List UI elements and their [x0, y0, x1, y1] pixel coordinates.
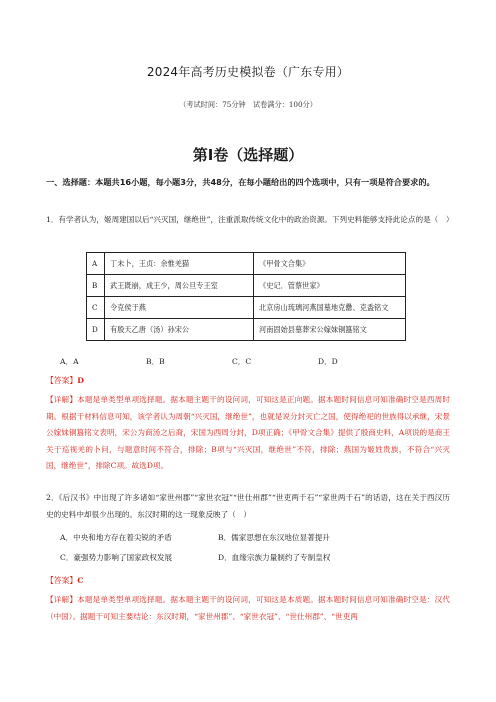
row-text: 令克侯于燕 — [105, 297, 254, 319]
exam-subtitle: （考试时间：75分钟 试卷满分：100分） — [179, 100, 317, 109]
row-key: C — [87, 297, 105, 319]
answer-label: 【答案】 — [46, 576, 78, 585]
question-1-source-table — [86, 252, 406, 341]
table-row — [87, 275, 406, 297]
row-source: 河南固始县墓葬宋公嫁妹铜簋铭文 — [254, 319, 406, 341]
question-1-stem: 1．有学者认为，姬周建国以后“兴灭国，继绝世”，注重派取传统文化中的政治资源。下列史料能够支持此论点的是（ ） — [46, 215, 454, 224]
answer-value: C — [77, 576, 84, 585]
volume-heading: 第Ⅰ卷（选择题） — [192, 146, 304, 164]
row-text: 武王既崩，成王少，周公旦专王室 — [105, 275, 254, 297]
option-c: C．豪强势力影响了国家政权发展 — [60, 553, 173, 562]
row-key: D — [87, 319, 105, 341]
row-source: 《甲骨文合集》 — [254, 253, 406, 275]
answer-value: D — [77, 376, 84, 385]
option-d: D．D — [318, 357, 338, 366]
exam-title: 2024年高考历史模拟卷（广东专用） — [146, 65, 350, 79]
option-d: D．血缘宗族力量制约了专制皇权 — [218, 553, 331, 562]
option-b: B．儒家思想在东汉地位显著提升 — [218, 533, 330, 542]
table-row — [87, 253, 406, 275]
question-2-stem: 2．《后汉书》中出现了许多诸如“家世州郡”“家世衣冠”“世仕州郡”“世吏两千石”“家世两千石”的话语，这在关于西汉历史的史料中却很少出现的。东汉时期的这一现象反映了（ ） — [46, 493, 450, 519]
question-2-answer — [46, 575, 83, 586]
row-key: B — [87, 275, 105, 297]
option-c: C．C — [232, 357, 252, 366]
table-row — [87, 319, 406, 341]
row-text: 丁未卜，王贞：余惟羌猫 — [105, 253, 254, 275]
question-1-options — [60, 356, 440, 370]
question-2-explanation: 【详解】本题是单类型单项选择题。据本题主题干的设问词，可知这是本质题。据本题时间信息可知准确时空是：汉代（中国）。据题干可知主要结论：东汉时期，“家世州郡”、“家世衣冠”、“世仕州郡”、“世吏两 — [46, 595, 450, 621]
answer-label: 【答案】 — [46, 376, 78, 385]
row-key: A — [87, 253, 105, 275]
question-1-answer — [46, 375, 84, 386]
row-source: 北京房山琉璃河燕国墓地克罍、克盉铭文 — [254, 297, 406, 319]
table-row — [87, 297, 406, 319]
section-heading: 一、选择题：本题共16小题，每小题3分，共48分，在每小题给出的四个选项中，只有一项是符合要求的。 — [46, 177, 435, 187]
option-b: B．B — [146, 357, 165, 366]
question-2-options — [60, 532, 450, 572]
option-a: A．A — [60, 357, 79, 366]
row-source: 《史记．管蔡世家》 — [254, 275, 406, 297]
option-a: A．中央和地方存在着尖锐的矛盾 — [60, 533, 172, 542]
row-text: 有殷天乙唐（汤）孙宋公 — [105, 319, 254, 341]
question-1-explanation: 【详解】本题是单类型单项选择题。据本题主题干的设问词，可知这是正向题。据本题时间信息可知准确时空是西周时期。根据干材料信息可知，该学者认为周朝“兴灭国，继绝世”，也就是说分封灭亡之国，使得绝祀的世族得以承继，宋景公嫁妹铜簋铭文表明，宋公为商汤之后裔，宋国为西周分封，D项正确；《甲骨文合集》提供了殷商史料，A项说的是商王关于巡视羌的卜问，与题意时间不符合，排除；B项与“兴灭国，继绝世”不符，排除；燕国为姬姓贵族，不符合“兴灭国，继绝世”，排除C项。故选D项。 — [46, 395, 450, 470]
